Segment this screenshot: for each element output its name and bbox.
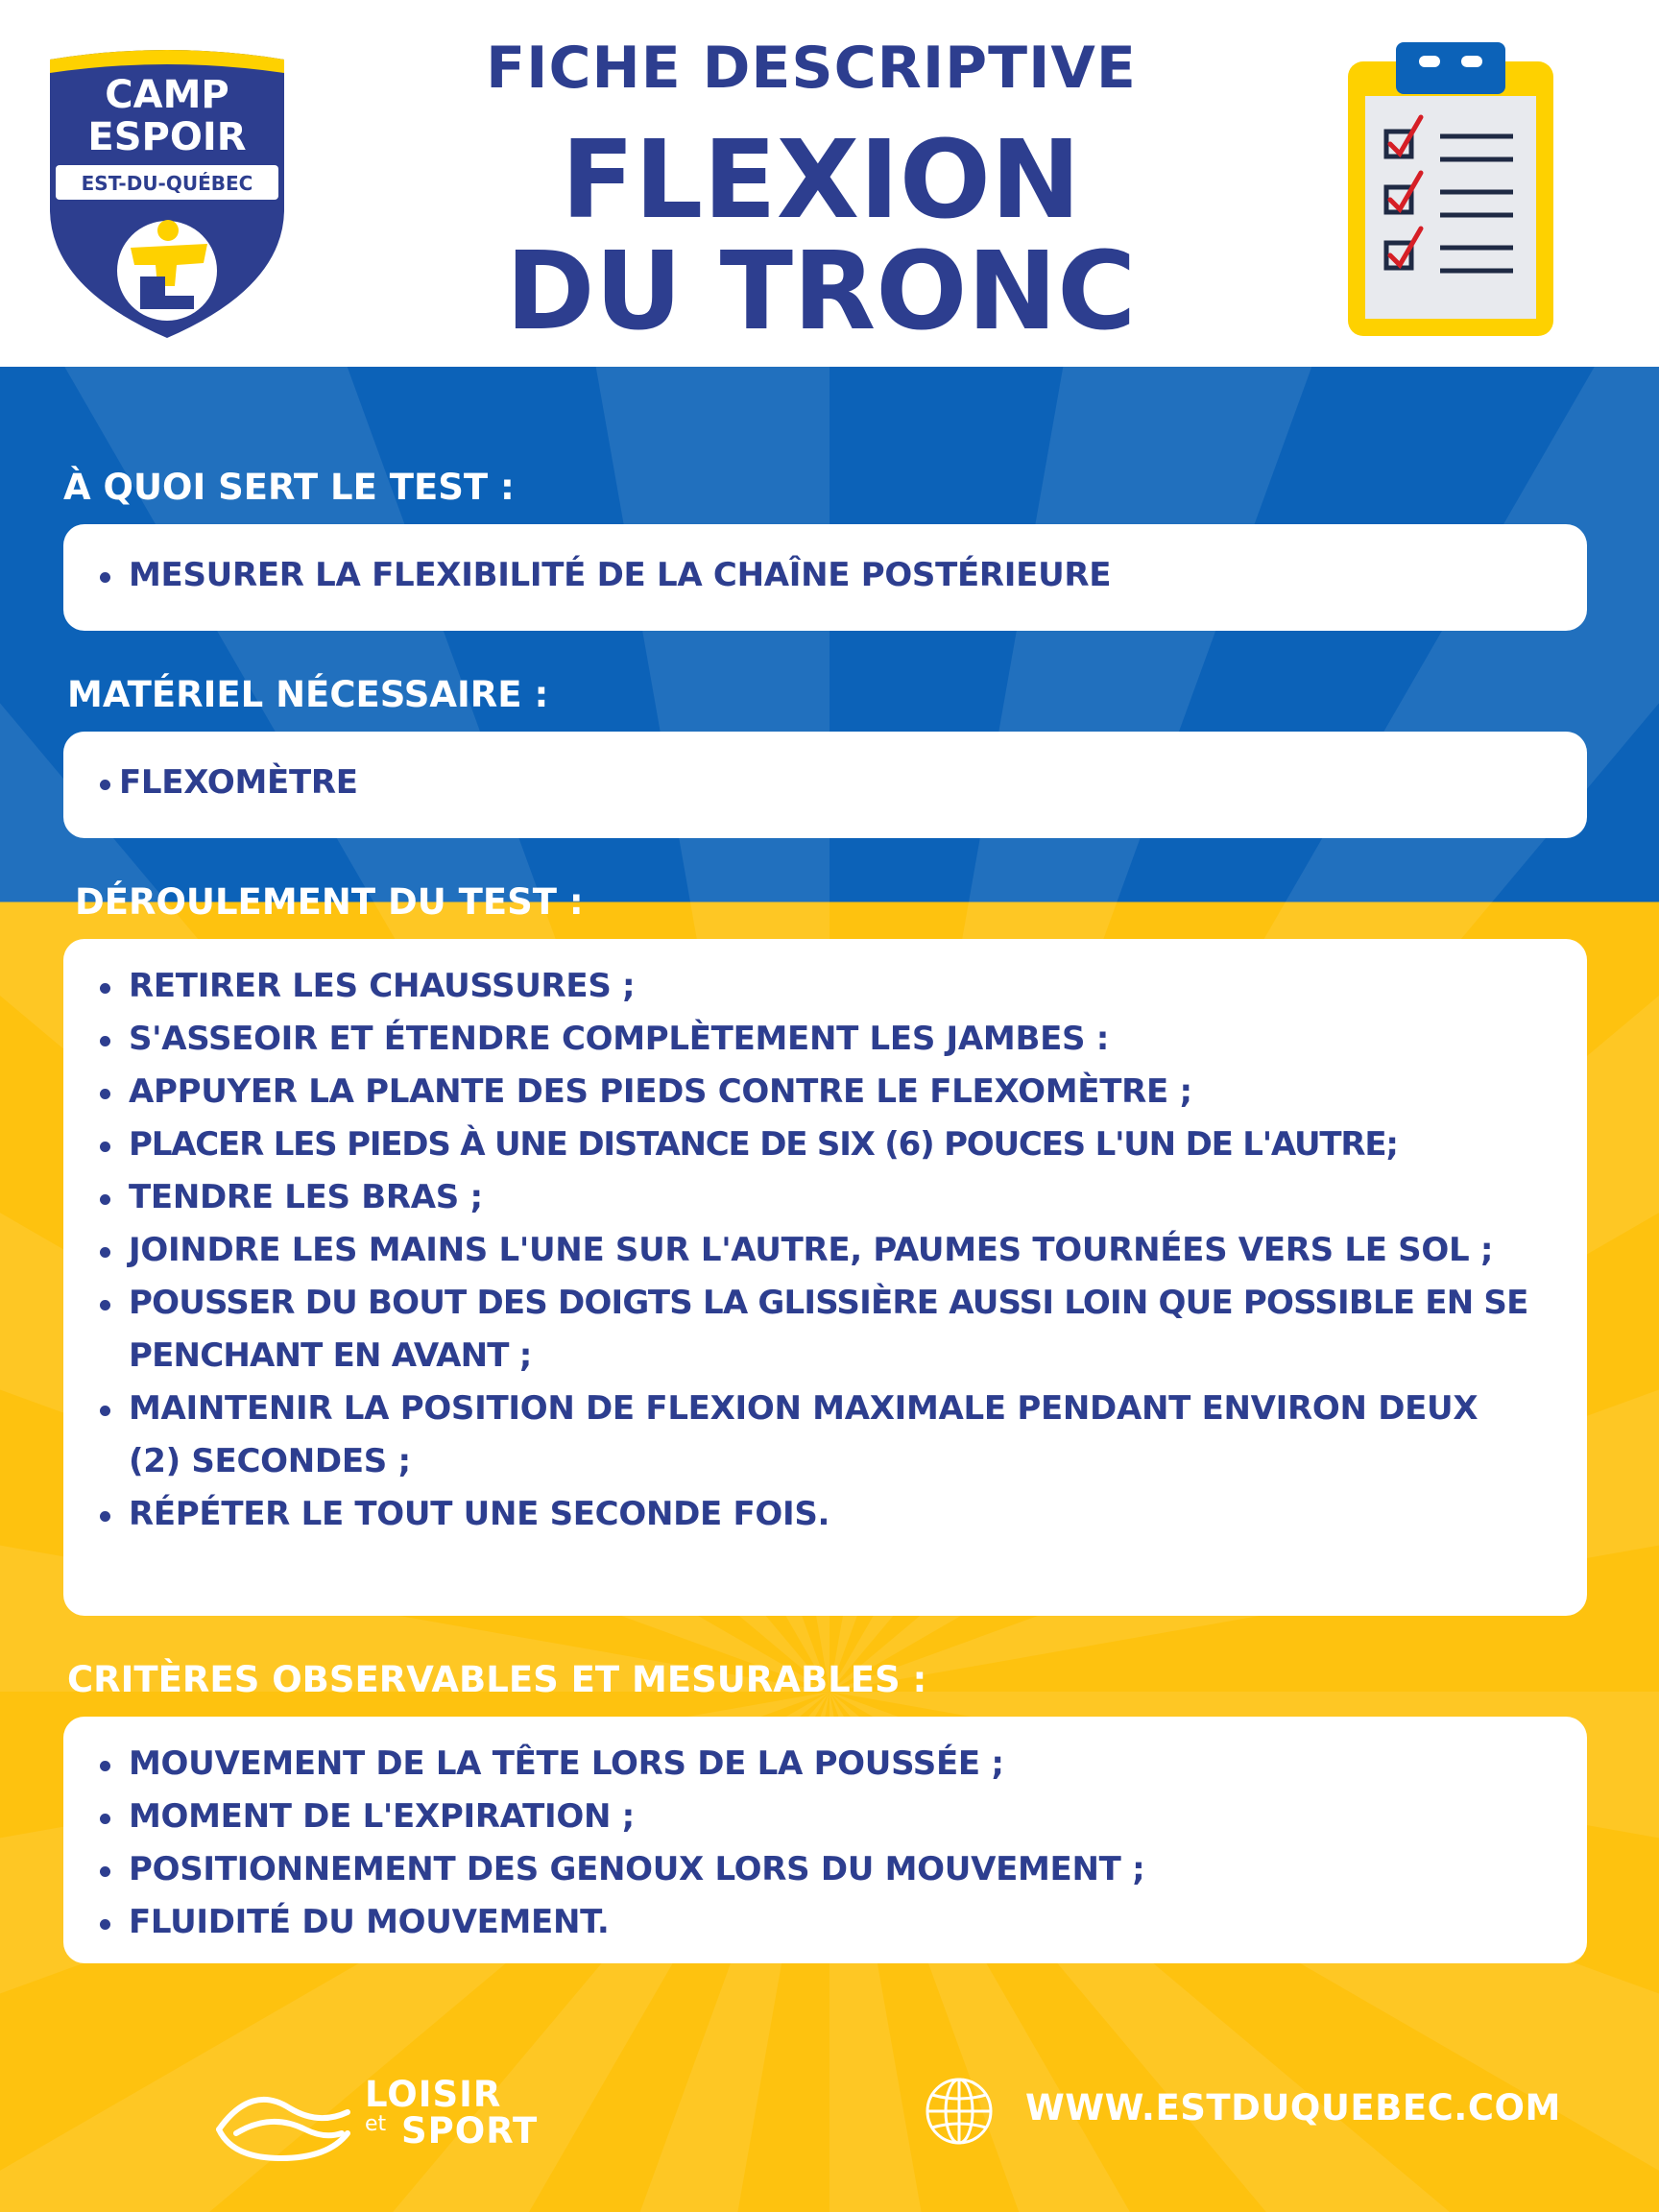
list-item: POUSSER DU BOUT DES DOIGTS LA GLISSIÈRE AUSSI LOIN QUE POSSIBLE EN SE PENCHANT EN AVANT ; (63, 1277, 1569, 1382)
list-item: RÉPÉTER LE TOUT UNE SECONDE FOIS. (63, 1488, 1577, 1541)
page-subtitle: FICHE DESCRIPTIVE (486, 35, 1137, 102)
section-label-equipment: MATÉRIEL NÉCESSAIRE : (67, 674, 549, 715)
list-item: MOMENT DE L'EXPIRATION ; (63, 1791, 1587, 1843)
list-item: MESURER LA FLEXIBILITÉ DE LA CHAÎNE POSTÉRIEURE (63, 549, 1587, 602)
list-item: MOUVEMENT DE LA TÊTE LORS DE LA POUSSÉE ; (63, 1738, 1587, 1791)
equipment-list (63, 757, 1587, 809)
section-label-procedure: DÉROULEMENT DU TEST : (75, 881, 584, 923)
page-title-line2: DU TRONC (505, 229, 1137, 354)
brand-et: et (365, 2112, 387, 2136)
loisir-sport-logo-icon (213, 2074, 357, 2170)
website-link[interactable]: WWW.ESTDUQUEBEC.COM (1025, 2087, 1561, 2128)
brand-loisir: LOISIR (365, 2074, 502, 2115)
list-item: S'ASSEOIR ET ÉTENDRE COMPLÈTEMENT LES JAMBES : (63, 1013, 1577, 1066)
clipboard-checklist-icon (1344, 40, 1557, 340)
list-item: POSITIONNEMENT DES GENOUX LORS DU MOUVEMENT ; (63, 1843, 1587, 1896)
list-item: JOINDRE LES MAINS L'UNE SUR L'AUTRE, PAUMES TOURNÉES VERS LE SOL ; (63, 1224, 1511, 1277)
purpose-list (63, 549, 1587, 602)
card-equipment (63, 732, 1587, 838)
list-item: FLEXOMÈTRE (63, 757, 1587, 809)
card-procedure (63, 939, 1587, 1616)
page-title-line1: FLEXION (561, 118, 1081, 243)
list-item: FLUIDITÉ DU MOUVEMENT. (63, 1896, 1587, 1949)
list-item: RETIRER LES CHAUSSURES ; (63, 960, 1577, 1013)
logo-line2: ESPOIR (87, 115, 247, 159)
shield-logo-icon (42, 48, 292, 346)
section-label-criteria: CRITÈRES OBSERVABLES ET MESURABLES : (67, 1659, 927, 1700)
procedure-list (63, 960, 1577, 1541)
globe-icon (924, 2076, 995, 2147)
brand-sport: SPORT (401, 2110, 539, 2152)
list-item: MAINTENIR LA POSITION DE FLEXION MAXIMALE PENDANT ENVIRON DEUX (2) SECONDES ; (63, 1382, 1511, 1488)
list-item: TENDRE LES BRAS ; (63, 1171, 1577, 1224)
logo-line3: EST-DU-QUÉBEC (81, 172, 253, 195)
page-title (326, 118, 1315, 354)
list-item: APPUYER LA PLANTE DES PIEDS CONTRE LE FLEXOMÈTRE ; (63, 1066, 1577, 1118)
list-item: PLACER LES PIEDS À UNE DISTANCE DE SIX (6) POUCES L'UN DE L'AUTRE; (63, 1118, 1577, 1171)
criteria-list (63, 1738, 1587, 1949)
card-criteria (63, 1717, 1587, 1963)
section-label-purpose: À QUOI SERT LE TEST : (63, 467, 515, 508)
card-purpose (63, 524, 1587, 631)
logo-line1: CAMP (105, 73, 229, 117)
